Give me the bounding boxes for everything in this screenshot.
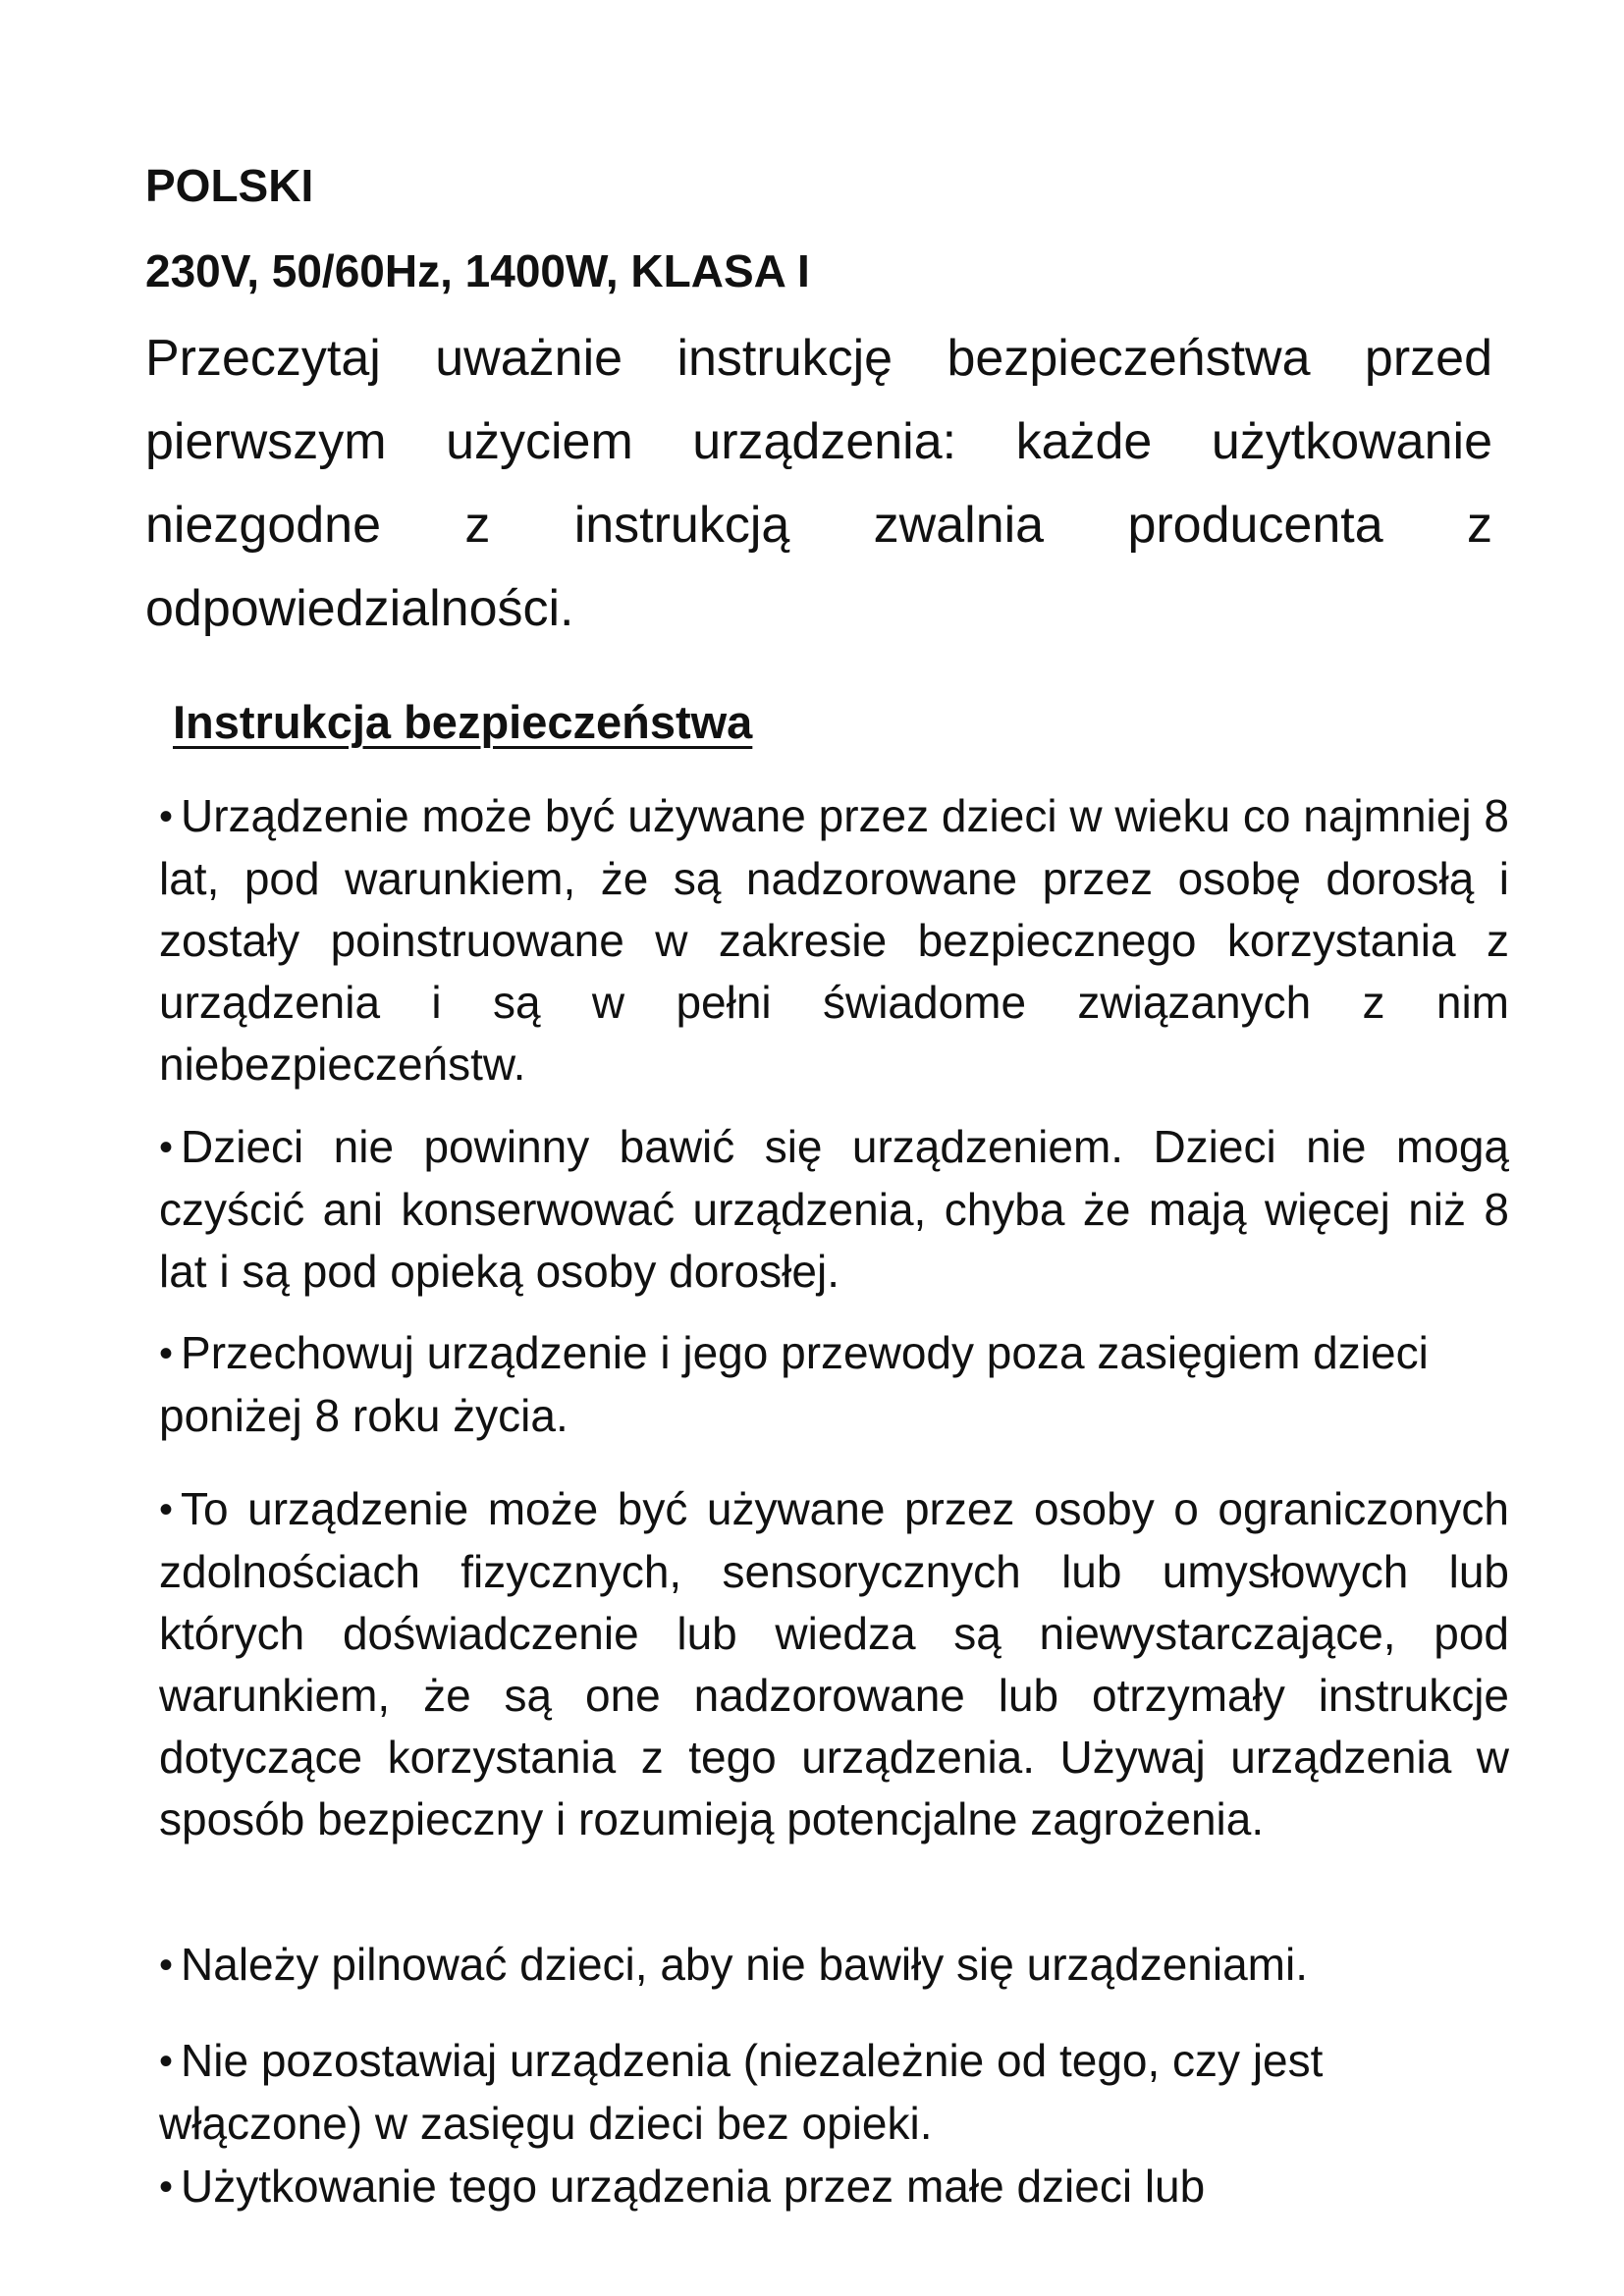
safety-item-text: Przechowuj urządzenie i jego przewody poza zasięgiem dzieci poniżej 8 roku życia. bbox=[159, 1327, 1429, 1441]
bullet-dot: • bbox=[159, 1488, 174, 1531]
bullet-dot: • bbox=[159, 1944, 174, 1987]
safety-list-item bbox=[159, 2030, 1509, 2155]
safety-list-item bbox=[159, 1934, 1509, 1997]
safety-list-item bbox=[159, 1478, 1509, 1850]
bullet-dot: • bbox=[159, 795, 174, 838]
electrical-spec-heading: 230V, 50/60Hz, 1400W, KLASA I bbox=[145, 245, 810, 296]
bullet-dot: • bbox=[159, 2040, 174, 2083]
safety-item-text: Urządzenie może być używane przez dzieci w wieku co najmniej 8 lat, pod warunkiem, że są nadzorowane przez osobę dorosłą i zostały poinstruowane w zakresie bezpiecznego korzystania z urządzenia i są w pełni świadome związanych z nim niebezpieczeństw. bbox=[159, 790, 1509, 1090]
intro-paragraph: Przeczytaj uważnie instrukcję bezpieczeństwa przed pierwszym użyciem urządzenia: każde użytkowanie niezgodne z instrukcją zwalnia producenta z odpowiedzialności. bbox=[145, 330, 1492, 637]
bullet-dot: • bbox=[159, 1126, 174, 1169]
language-heading: POLSKI bbox=[145, 160, 314, 211]
safety-item-text: Użytkowanie tego urządzenia przez małe dzieci lub bbox=[181, 2161, 1206, 2212]
safety-list-item bbox=[159, 1322, 1509, 1447]
bullet-dot: • bbox=[159, 1332, 174, 1375]
safety-item-text: Nie pozostawiaj urządzenia (niezależnie od tego, czy jest włączone) w zasięgu dzieci bez opieki. bbox=[159, 2035, 1324, 2149]
section-title: Instrukcja bezpieczeństwa bbox=[173, 696, 753, 748]
safety-item-text: Dzieci nie powinny bawić się urządzeniem. Dzieci nie mogą czyścić ani konserwować urządzenia, chyba że mają więcej niż 8 lat i są pod opieką osoby dorosłej. bbox=[159, 1121, 1509, 1297]
safety-list-item bbox=[159, 2156, 1509, 2218]
safety-list-item bbox=[159, 785, 1509, 1095]
bullet-dot: • bbox=[159, 2165, 174, 2209]
safety-list-item bbox=[159, 1116, 1509, 1303]
safety-item-text: Należy pilnować dzieci, aby nie bawiły się urządzeniami. bbox=[181, 1939, 1308, 1990]
safety-item-text: To urządzenie może być używane przez osoby o ograniczonych zdolnościach fizycznych, sensorycznych lub umysłowych lub których doświadczenie lub wiedza są niewystarczające, pod warunkiem, że są one nadzorowane lub otrzymały instrukcje dotyczące korzystania z tego urządzenia. Używaj urządzenia w sposób bezpieczny i rozumieją potencjalne zagrożenia. bbox=[159, 1483, 1509, 1844]
